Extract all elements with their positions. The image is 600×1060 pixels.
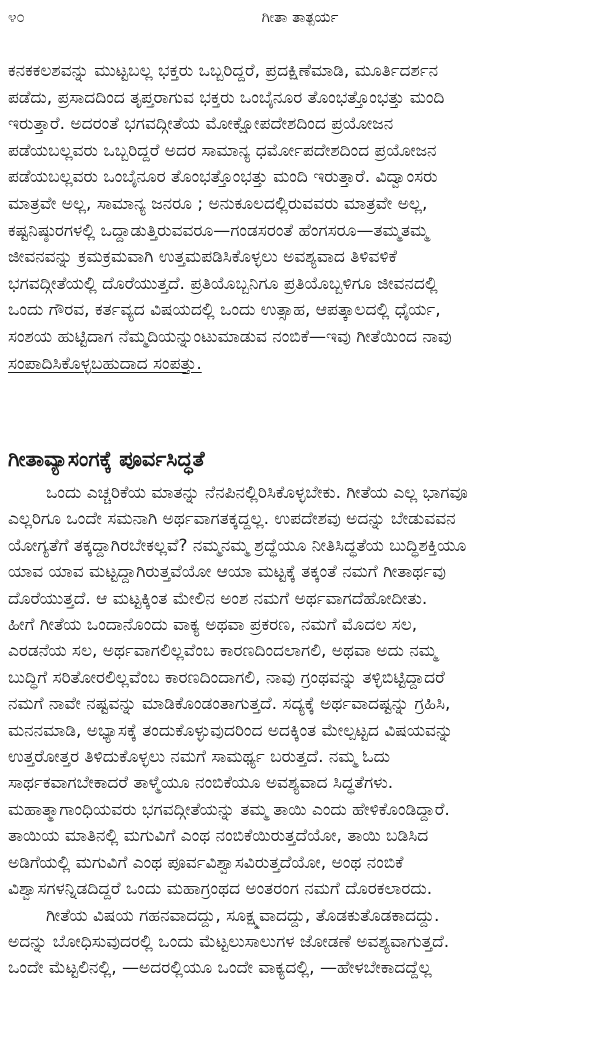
- text-line: ಹೀಗೆ ಗೀತೆಯ ಒಂದಾನೊಂದು ವಾಕ್ಯ ಅಥವಾ ಪ್ರಕರಣ, ನಮಗೆ ಮೊದಲ ಸಲ,: [8, 615, 418, 636]
- text-line: ಪಡೆದು, ಪ್ರಸಾದದಿಂದ ತೃಪ್ತರಾಗುವ ಭಕ್ತರು ಒಂಬೈನೂರ ತೊಂಭತ್ತೊಂಭತ್ತು ಮಂದಿ: [8, 87, 445, 108]
- text-line: ಮಹಾತ್ಮಾಗಾಂಧಿಯವರು ಭಗವದ್ಗೀತೆಯನ್ನು ತಮ್ಮ ತಾಯಿ ಎಂದು ಹೇಳಿಕೊಂಡಿದ್ದಾರೆ.: [8, 799, 450, 820]
- text-line: ಒಂದು ಎಚ್ಚರಿಕೆಯ ಮಾತನ್ನು ನೆನಪಿನಲ್ಲಿರಿಸಿಕೊಳ್ಳಬೇಕು. ಗೀತೆಯ ಎಲ್ಲ ಭಾಗವೂ: [46, 483, 468, 503]
- running-head: [8, 4, 592, 30]
- paragraph-2: [8, 480, 592, 982]
- text-line: ಪಡೆಯಬಲ್ಲವರು ಒಬ್ಬರಿದ್ದರೆ ಅದರ ಸಾಮಾನ್ಯ ಧರ್ಮೋಪದೇಶದಿಂದ ಪ್ರಯೋಜನ: [8, 140, 437, 161]
- text-line: ಸಾರ್ಥಕವಾಗಬೇಕಾದರೆ ತಾಳ್ಮೆಯೂ ನಂಬಿಕೆಯೂ ಅವಶ್ಯವಾದ ಸಿದ್ಧತೆಗಳು.: [8, 773, 394, 794]
- text-line: ಜೀವನವನ್ನು ಕ್ರಮಕ್ರಮವಾಗಿ ಉತ್ತಮಪಡಿಸಿಕೊಳ್ಳಲು ಅವಶ್ಯವಾದ ತಿಳಿವಳಿಕೆ: [8, 247, 398, 268]
- text-line: ಇರುತ್ತಾರೆ. ಅದರಂತೆ ಭಗವದ್ಗೀತೆಯ ಮೋಕ್ಷೋಪದೇಶದಿಂದ ಪ್ರಯೋಜನ: [8, 114, 394, 135]
- section-heading: ಗೀತಾವ್ಯಾಸಂಗಕ್ಕೆ ಪೂರ್ವಸಿದ್ಧತೆ: [8, 447, 205, 471]
- text-line: ಅದನ್ನು ಬೋಧಿಸುವುದರಲ್ಲಿ ಒಂದು ಮೆಟ್ಟಲುಸಾಲುಗಳ ಜೋಡಣೆ ಅವಶ್ಯವಾಗುತ್ತದೆ.: [8, 931, 450, 952]
- text-line: ಸಂಶಯ ಹುಟ್ಟಿದಾಗ ನೆಮ್ಮದಿಯನ್ನುಂಟುಮಾಡುವ ನಂಬಿಕೆ—ಇವು ಗೀತೆಯಿಂದ ನಾವು: [8, 326, 452, 347]
- text-line: ಮಾತ್ರವೇ ಅಲ್ಲ, ಸಾಮಾನ್ಯ ಜನರೂ ; ಅನುಕೂಲದಲ್ಲಿರುವವರು ಮಾತ್ರವೇ ಅಲ್ಲ,: [8, 193, 428, 214]
- text-line: ಕಷ್ಟನಿಷ್ಠುರಗಳಲ್ಲಿ ಒದ್ದಾಡುತ್ತಿರುವವರೂ—ಗಂಡಸರಂತೆ ಹೆಂಗಸರೂ—ತಮ್ಮತಮ್ಮ: [8, 220, 429, 241]
- text-line: ಉತ್ತರೋತ್ತರ ತಿಳಿದುಕೊಳ್ಳಲು ನಮಗೆ ಸಾಮರ್ಥ್ಯ ಬರುತ್ತದೆ. ನಮ್ಮ ಓದು: [8, 747, 391, 768]
- text-line: ಮನನಮಾಡಿ, ಅಭ್ಯಾಸಕ್ಕೆ ತಂದುಕೊಳ್ಳುವುದರಿಂದ ಅದಕ್ಕಿಂತ ಮೇಲ್ಪಟ್ಟದ ವಿಷಯವನ್ನು: [8, 720, 454, 741]
- text-line: ತಾಯಿಯ ಮಾತಿನಲ್ಲಿ ಮಗುವಿಗೆ ಎಂಥ ನಂಬಿಕೆಯಿರುತ್ತದೆಯೋ, ತಾಯಿ ಬಡಿಸಿದ: [8, 826, 429, 847]
- paragraph-1: [8, 58, 592, 377]
- text-line: ಸಂಪಾದಿಸಿಕೊಳ್ಳಬಹುದಾದ ಸಂಪತ್ತು.: [8, 353, 202, 374]
- running-title: ಗೀತಾ ತಾತ್ಪರ್ಯ: [261, 8, 339, 26]
- text-line: ಪಡೆಯಬಲ್ಲವರು ಒಂಬೈನೂರ ತೊಂಭತ್ತೊಂಭತ್ತು ಮಂದಿ ಇರುತ್ತಾರೆ. ವಿದ್ವಾಂಸರು: [8, 167, 438, 188]
- text-line: ಬುದ್ಧಿಗೆ ಸರಿತೋರಲಿಲ್ಲವೆಂಬ ಕಾರಣದಿಂದಾಗಲಿ, ನಾವು ಗ್ರಂಥವನ್ನು ತಳ್ಳಿಬಿಟ್ಟಿದ್ದಾದರೆ: [8, 667, 445, 688]
- page-number: ೪೦: [8, 8, 25, 26]
- text-line: ನಮಗೆ ನಾವೇ ನಷ್ಟವನ್ನು ಮಾಡಿಕೊಂಡಂತಾಗುತ್ತದೆ. ಸದ್ಯಕ್ಕೆ ಅರ್ಥವಾದಷ್ಟನ್ನು ಗ್ರಹಿಸಿ,: [8, 694, 451, 715]
- text-line: ಎಲ್ಲರಿಗೂ ಒಂದೇ ಸಮನಾಗಿ ಅರ್ಥವಾಗತಕ್ಕದ್ದಲ್ಲ. ಉಪದೇಶವು ಅದನ್ನು ಬೇಡುವವನ: [8, 509, 456, 530]
- text-line: ಯೋಗ್ಯತೆಗೆ ತಕ್ಕದ್ದಾಗಿರಬೇಕಲ್ಲವೆ? ನಮ್ಮನಮ್ಮ ಶ್ರದ್ಧೆಯೂ ನೀತಿಸಿದ್ಧತೆಯ ಬುದ್ಧಿಶಕ್ತಿಯೂ: [8, 535, 467, 556]
- text-line: ದೊರೆಯುತ್ತದೆ. ಆ ಮಟ್ಟಕ್ಕಿಂತ ಮೇಲಿನ ಅಂಶ ನಮಗೆ ಅರ್ಥವಾಗದೆಹೋದೀತು.: [8, 588, 428, 609]
- text-line: ವಿಶ್ವಾಸಗಳನ್ನಿಡದಿದ್ದರೆ ಒಂದು ಮಹಾಗ್ರಂಥದ ಅಂತರಂಗ ನಮಗೆ ದೊರಕಲಾರದು.: [8, 879, 433, 900]
- text-line: ಭಗವದ್ಗೀತೆಯಲ್ಲಿ ದೊರೆಯುತ್ತದೆ. ಪ್ರತಿಯೊಬ್ಬನಿಗೂ ಪ್ರತಿಯೊಬ್ಬಳಿಗೂ ಜೀವನದಲ್ಲಿ: [8, 273, 438, 294]
- text-line: ಒಂದು ಗೌರವ, ಕರ್ತವ್ಯದ ವಿಷಯದಲ್ಲಿ ಒಂದು ಉತ್ಸಾಹ, ಆಪತ್ಕಾಲದಲ್ಲಿ ಧೈರ್ಯ,: [8, 300, 441, 321]
- text-line: ಕನಕಕಲಶವನ್ನು ಮುಟ್ಟಬಲ್ಲ ಭಕ್ತರು ಒಬ್ಬರಿದ್ದರೆ, ಪ್ರದಕ್ಷಿಣೆಮಾಡಿ, ಮೂರ್ತಿದರ್ಶನ: [8, 61, 439, 81]
- text-line: ಎರಡನೆಯ ಸಲ, ಅರ್ಥವಾಗಲಿಲ್ಲವೆಂಬ ಕಾರಣದಿಂದಲಾಗಲಿ, ಅಥವಾ ಅದು ನಮ್ಮ: [8, 641, 438, 662]
- text-line: ಅಡಿಗೆಯಲ್ಲಿ ಮಗುವಿಗೆ ಎಂಥ ಪೂರ್ವವಿಶ್ವಾಸವಿರುತ್ತದೆಯೋ, ಅಂಥ ನಂಬಿಕೆ: [8, 852, 404, 873]
- text-line: ಯಾವ ಯಾವ ಮಟ್ಟದ್ದಾಗಿರುತ್ತವೆಯೋ ಆಯಾ ಮಟ್ಟಕ್ಕೆ ತಕ್ಕಂತೆ ನಮಗೆ ಗೀತಾರ್ಥವು: [8, 562, 446, 583]
- text-line: ಒಂದೇ ಮೆಟ್ಟಲಿನಲ್ಲಿ, —ಅದರಲ್ಲಿಯೂ ಒಂದೇ ವಾಕ್ಯದಲ್ಲಿ, —ಹೇಳಬೇಕಾದದ್ದೆಲ್ಲ: [8, 958, 432, 979]
- text-line: ಗೀತೆಯ ವಿಷಯ ಗಹನವಾದದ್ದು, ಸೂಕ್ಷ್ಮವಾದದ್ದು, ತೊಡಕುತೊಡಕಾದದ್ದು.: [46, 905, 440, 926]
